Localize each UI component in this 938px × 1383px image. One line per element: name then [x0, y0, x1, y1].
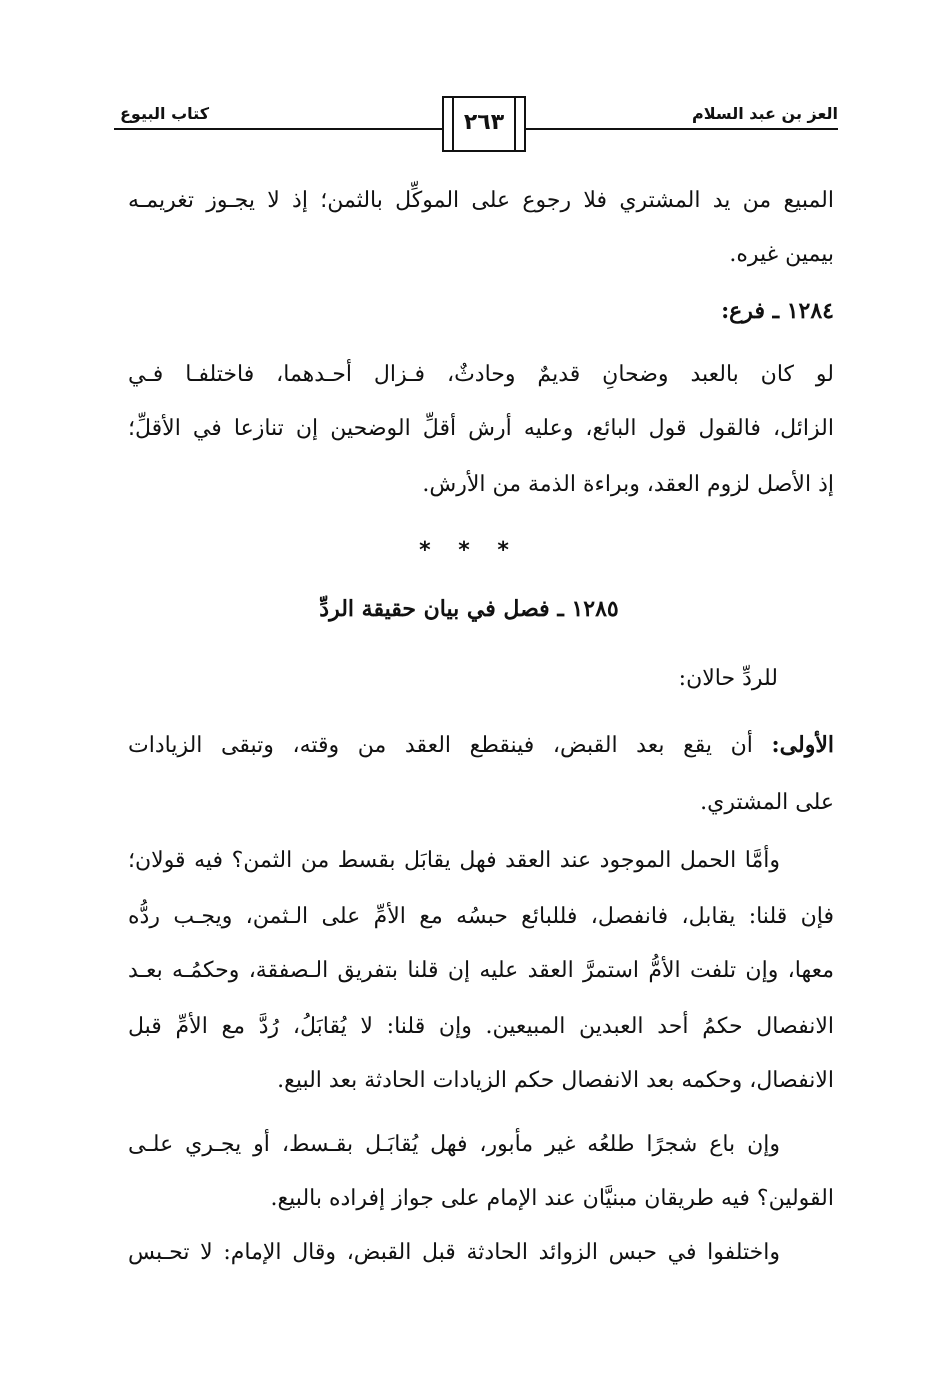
frame-pillar-right — [514, 96, 526, 152]
text-line: إذ الأصل لزوم العقد، وبراءة الذمة من الأرش. — [422, 472, 834, 497]
text-line: الانفصال حكمُ أحد العبدين المبيعين. وإن قلنا: لا يُقابَلُ، رُدَّ مع الأمِّ قبل — [128, 1014, 834, 1039]
text-line: للردِّ حالان: — [678, 666, 778, 691]
frame-cap-top — [442, 96, 526, 102]
text-line: المبيع من يد المشتري فلا رجوع على الموكِّل بالثمن؛ إذ لا يجـوز تغريمـه — [128, 188, 834, 213]
page-number: ٢٦٣ — [463, 110, 505, 135]
frame-cap-bottom — [442, 146, 526, 152]
first-case-text: أن يقع بعد القبض، فينقطع العقد من وقته، وتبقى الزيادات — [128, 733, 753, 758]
text-line: لو كان بالعبد وضحانِ قديمٌ وحادثٌ، فـزال أحـدهما، فاختلفـا فـي — [128, 362, 834, 387]
text-line: الانفصال، وحكمه بعد الانفصال حكم الزيادات الحادثة بعد البيع. — [277, 1068, 834, 1093]
text-line: معها، وإن تلفت الأمُّ استمرَّ العقد عليه إن قلنا بتفريق الـصفقة، وحكمُـه بعـد — [128, 958, 834, 983]
text-line: على المشتري. — [700, 790, 834, 815]
branch-heading-1284: ١٢٨٤ ـ فرع: — [721, 298, 834, 324]
section-heading-1285: ١٢٨٥ ـ فصل في بيان حقيقة الردِّ — [319, 596, 619, 622]
text-line: بيمين غيره. — [729, 242, 834, 267]
text-line: القولين؟ فيه طريقان مبنيَّان عند الإمام على جواز إفراده بالبيع. — [270, 1186, 834, 1211]
text-line: فإن قلنا: يقابل، فانفصل، فللبائع حبسُه مع الأمِّ على الـثمن، ويجـب ردُّه — [128, 904, 834, 929]
text-line: الزائل، فالقول قول البائع، وعليه أرش أقلِّ الوضحين إن تنازعا في الأقلِّ؛ — [128, 416, 834, 441]
section-separator: * * * — [419, 538, 519, 563]
running-header-section: كتاب البيوع — [120, 104, 210, 123]
text-line: وأمَّا الحمل الموجود عند العقد فهل يقابَل بقسط من الثمن؟ فيه قولان؛ — [128, 848, 780, 873]
text-line: وإن باع شجرًا طلعُه غير مأبور، فهل يُقابَـل بقـسط، أو يجـري علـى — [128, 1132, 780, 1157]
page-number-frame — [442, 96, 526, 152]
text-line-first-case — [128, 730, 834, 761]
frame-pillar-left — [442, 96, 454, 152]
running-header-author: العز بن عبد السلام — [692, 104, 838, 123]
first-case-label: الأولى: — [771, 732, 834, 758]
text-line: واختلفوا في حبس الزوائد الحادثة قبل القبض، وقال الإمام: لا تحـبس — [128, 1240, 780, 1265]
